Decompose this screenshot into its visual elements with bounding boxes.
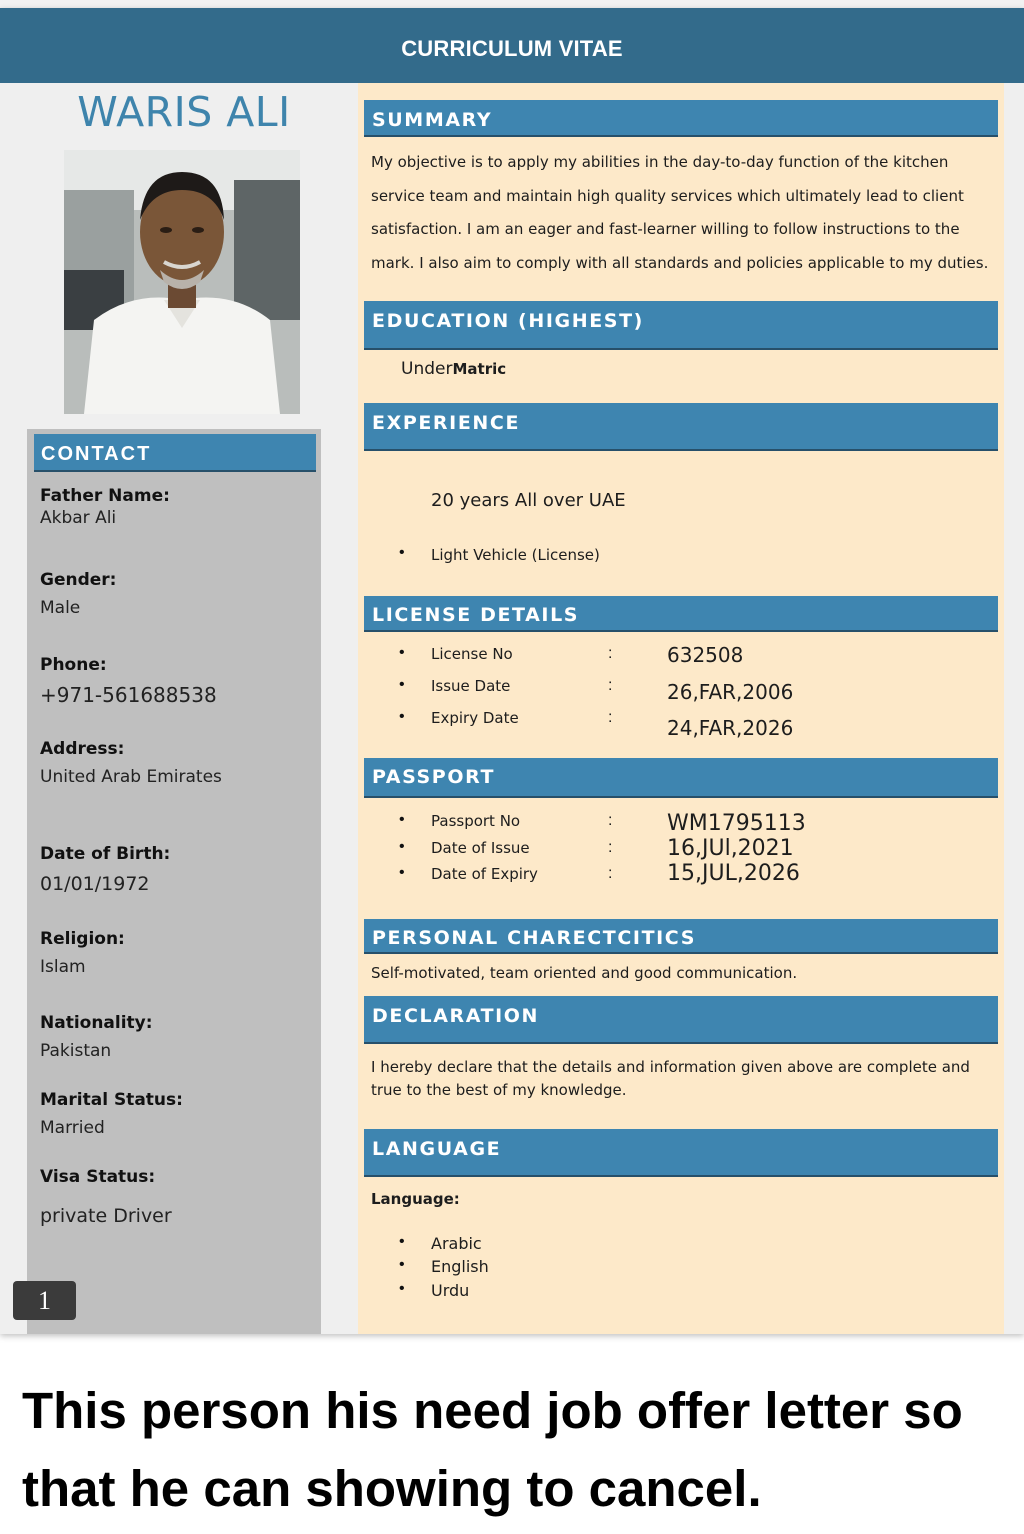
marital-status-label: Marital Status: [40,1090,183,1110]
bullet-icon: • [399,1256,405,1273]
visa-status-value: private Driver [40,1205,172,1227]
profile-photo [64,150,300,414]
experience-heading: EXPERIENCE [364,403,998,451]
nationality-value: Pakistan [40,1041,112,1061]
license-no-sep: : [608,645,613,662]
language-heading: LANGUAGE [364,1129,998,1177]
bullet-icon: • [399,676,405,693]
passport-issue-sep: : [608,839,613,856]
bullet-icon: • [399,1233,405,1250]
personal-text: Self-motivated, team oriented and good communication. [371,964,798,982]
license-expiry-sep: : [608,709,613,726]
personal-heading: PERSONAL CHARECTCITICS [364,919,998,954]
passport-issue-value: 16,JUl,2021 [667,836,794,861]
passport-issue-label: Date of Issue [431,839,530,857]
person-name: WARIS ALI [77,88,291,136]
gender-value: Male [40,598,81,618]
page-number-badge: 1 [13,1281,76,1320]
experience-text: 20 years All over UAE [431,490,626,511]
religion-value: Islam [40,957,86,977]
cv-title: CURRICULUM VITAE [401,36,623,61]
bullet-icon: • [399,811,405,828]
education-heading: EDUCATION (HIGHEST) [364,301,998,350]
license-heading: LICENSE DETAILS [364,596,998,632]
top-strip [0,0,1024,8]
nationality-label: Nationality: [40,1013,153,1033]
education-value [401,359,1024,379]
license-expiry-label: Expiry Date [431,709,519,727]
declaration-heading: DECLARATION [364,996,998,1044]
license-issue-value: 26,FAR,2006 [667,680,794,704]
father-name-label: Father Name: [40,486,170,506]
summary-heading: SUMMARY [364,100,998,137]
education-prefix: Under [401,359,453,379]
language-item: English [431,1257,489,1276]
passport-expiry-value: 15,JUL,2026 [667,861,800,886]
bullet-icon: • [399,838,405,855]
phone-value: +971-561688538 [40,683,217,707]
license-no-label: License No [431,645,513,663]
passport-no-sep: : [608,812,613,829]
religion-label: Religion: [40,929,125,949]
summary-text: My objective is to apply my abilities in the day-to-day function of the kitchen service team and maintain high quality services which ultimately lead to client satisfaction. I am an eager and fast-learner willing to follow instructions to the mark. I also aim to comply with all standards and policies applicable to my duties. [371,153,989,272]
license-no-value: 632508 [667,643,744,667]
passport-no-value: WM1795113 [667,811,806,836]
address-label: Address: [40,739,125,759]
language-item: Urdu [431,1281,470,1300]
cv-header [0,8,1024,83]
bullet-icon: • [399,864,405,881]
dob-label: Date of Birth: [40,844,171,864]
bullet-icon: • [399,1280,405,1297]
phone-label: Phone: [40,655,107,675]
bullet-icon: • [399,708,405,725]
bullet-icon: • [399,544,405,561]
license-issue-label: Issue Date [431,677,511,695]
gender-label: Gender: [40,570,117,590]
father-name-value: Akbar Ali [40,508,117,528]
marital-status-value: Married [40,1118,105,1138]
address-value: United Arab Emirates [40,767,222,787]
bullet-icon: • [399,644,405,661]
contact-heading: CONTACT [34,434,316,472]
language-label: Language: [371,1190,460,1208]
profile-photo-illustration [64,150,300,414]
dob-value: 01/01/1972 [40,873,150,895]
license-issue-sep: : [608,677,613,694]
experience-item: Light Vehicle (License) [431,546,600,564]
bottom-note: This person his need job offer letter so that he can showing to cancel. [22,1382,963,1517]
license-expiry-value: 24,FAR,2026 [667,716,794,740]
education-level: Matric [452,360,507,378]
declaration-text: I hereby declare that the details and information given above are complete and true to the best of my knowledge. [371,1058,970,1099]
language-item: Arabic [431,1234,482,1253]
passport-expiry-label: Date of Expiry [431,865,538,883]
passport-no-label: Passport No [431,812,521,830]
visa-status-label: Visa Status: [40,1167,156,1187]
passport-expiry-sep: : [608,865,613,882]
passport-heading: PASSPORT [364,758,998,798]
